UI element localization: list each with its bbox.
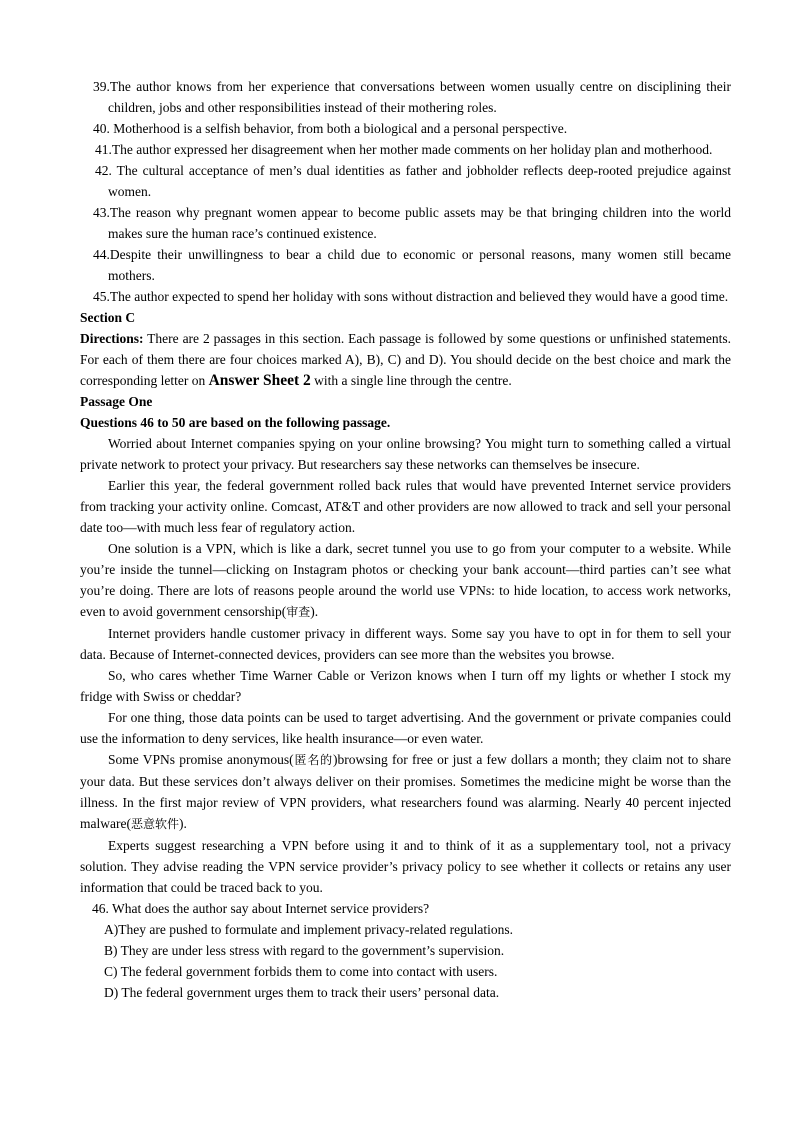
directions-text-2: with a single line through the centre. — [310, 373, 512, 388]
question-46-option-d: D) The federal government urges them to track their users’ personal data. — [104, 985, 500, 1000]
statement-42: 42. The cultural acceptance of men’s dual identities as father and jobholder reflects deep-rooted prejudice against women. — [95, 163, 731, 199]
paragraph-7-end: ). — [178, 816, 187, 831]
question-46-option-c: C) The federal government forbids them to come into contact with users. — [104, 964, 498, 979]
passage-paragraph-1: Worried about Internet companies spying on your online browsing? You might turn to something called a virtual private network to protect your privacy. But researchers say these networks can themselves be insecure. — [80, 436, 731, 472]
directions-text-1: There are 2 passages in this section. Each passage is followed by some questions or unfinished statements. For each of them there are four choices marked A), B), C) and D). You should decide on the best choice and mark the corresponding letter on — [80, 331, 731, 388]
paragraph-3-text: One solution is a VPN, which is like a dark, secret tunnel you use to go from your computer to a website. While you’re inside the tunnel—clicking on Instagram photos or checking your bank account—third parties can’t see what you’re doing. There are lots of reasons people around the world use VPNs: to hide location, to access work networks, even to avoid government censorship( — [80, 541, 731, 619]
statement-39: 39.The author knows from her experience that conversations between women usually centre on disciplining their children, jobs and other responsibilities instead of their mothering roles. — [93, 79, 731, 115]
section-directions — [80, 328, 731, 391]
statement-40: 40. Motherhood is a selfish behavior, from both a biological and a personal perspective. — [93, 121, 568, 136]
statement-45: 45.The author expected to spend her holiday with sons without distraction and believed they would have a good time. — [93, 289, 729, 304]
passage-paragraph-7 — [80, 749, 731, 835]
passage-intro: Questions 46 to 50 are based on the following passage. — [80, 415, 391, 430]
passage-paragraph-3 — [80, 538, 731, 623]
gloss-censorship: 审查 — [286, 605, 311, 619]
answer-sheet-label: Answer Sheet 2 — [208, 372, 311, 389]
passage-paragraph-5: So, who cares whether Time Warner Cable or Verizon knows when I turn off my lights or whether I stock my fridge with Swiss or cheddar? — [80, 668, 731, 704]
paragraph-7-text-b: )browsing for free or just a few dollars a month; they claim not to share your data. But these services don’t always deliver on their promises. Sometimes the medicine might be worse than the illness. In the first major review of VPN providers, what researchers found was alarming. Nearly 40 percent injected malware( — [80, 752, 731, 831]
gloss-malware: 恶意软件 — [130, 817, 179, 831]
question-46-option-b: B) They are under less stress with regard to the government’s supervision. — [104, 943, 505, 958]
passage-paragraph-2: Earlier this year, the federal government rolled back rules that would have prevented Internet service providers from tracking your activity online. Comcast, AT&T and other providers are now allowed to track and sell your personal date too—with much less fear of regulatory action. — [80, 478, 731, 535]
gloss-anonymous: 匿名的 — [293, 753, 334, 767]
passage-title: Passage One — [80, 394, 153, 409]
statement-43: 43.The reason why pregnant women appear to become public assets may be that bringing children into the world makes sure the human race’s continued existence. — [93, 205, 731, 241]
exam-page — [80, 76, 731, 1003]
statement-41: 41.The author expressed her disagreement when her mother made comments on her holiday plan and motherhood. — [95, 142, 713, 157]
question-46-stem: 46. What does the author say about Internet service providers? — [92, 901, 430, 916]
section-title: Section C — [80, 310, 136, 325]
passage-paragraph-6: For one thing, those data points can be used to target advertising. And the government or private companies could use the information to deny services, like health insurance—or even water. — [80, 710, 731, 746]
question-46-option-a: A)They are pushed to formulate and implement privacy-related regulations. — [104, 922, 513, 937]
paragraph-3-end: ). — [310, 604, 319, 619]
directions-label: Directions: — [80, 331, 144, 346]
passage-paragraph-4: Internet providers handle customer privacy in different ways. Some say you have to opt in for them to sell your data. Because of Internet-connected devices, providers can see more than the websites you browse. — [80, 626, 731, 662]
paragraph-7-text-a: Some VPNs promise anonymous( — [108, 752, 294, 767]
statement-44: 44.Despite their unwillingness to bear a child due to economic or personal reasons, many women still became mothers. — [93, 247, 731, 283]
passage-paragraph-8: Experts suggest researching a VPN before using it and to think of it as a supplementary tool, not a privacy solution. They advise reading the VPN service provider’s privacy policy to see whether it collects or retains any user information that could be traced back to you. — [80, 838, 731, 895]
